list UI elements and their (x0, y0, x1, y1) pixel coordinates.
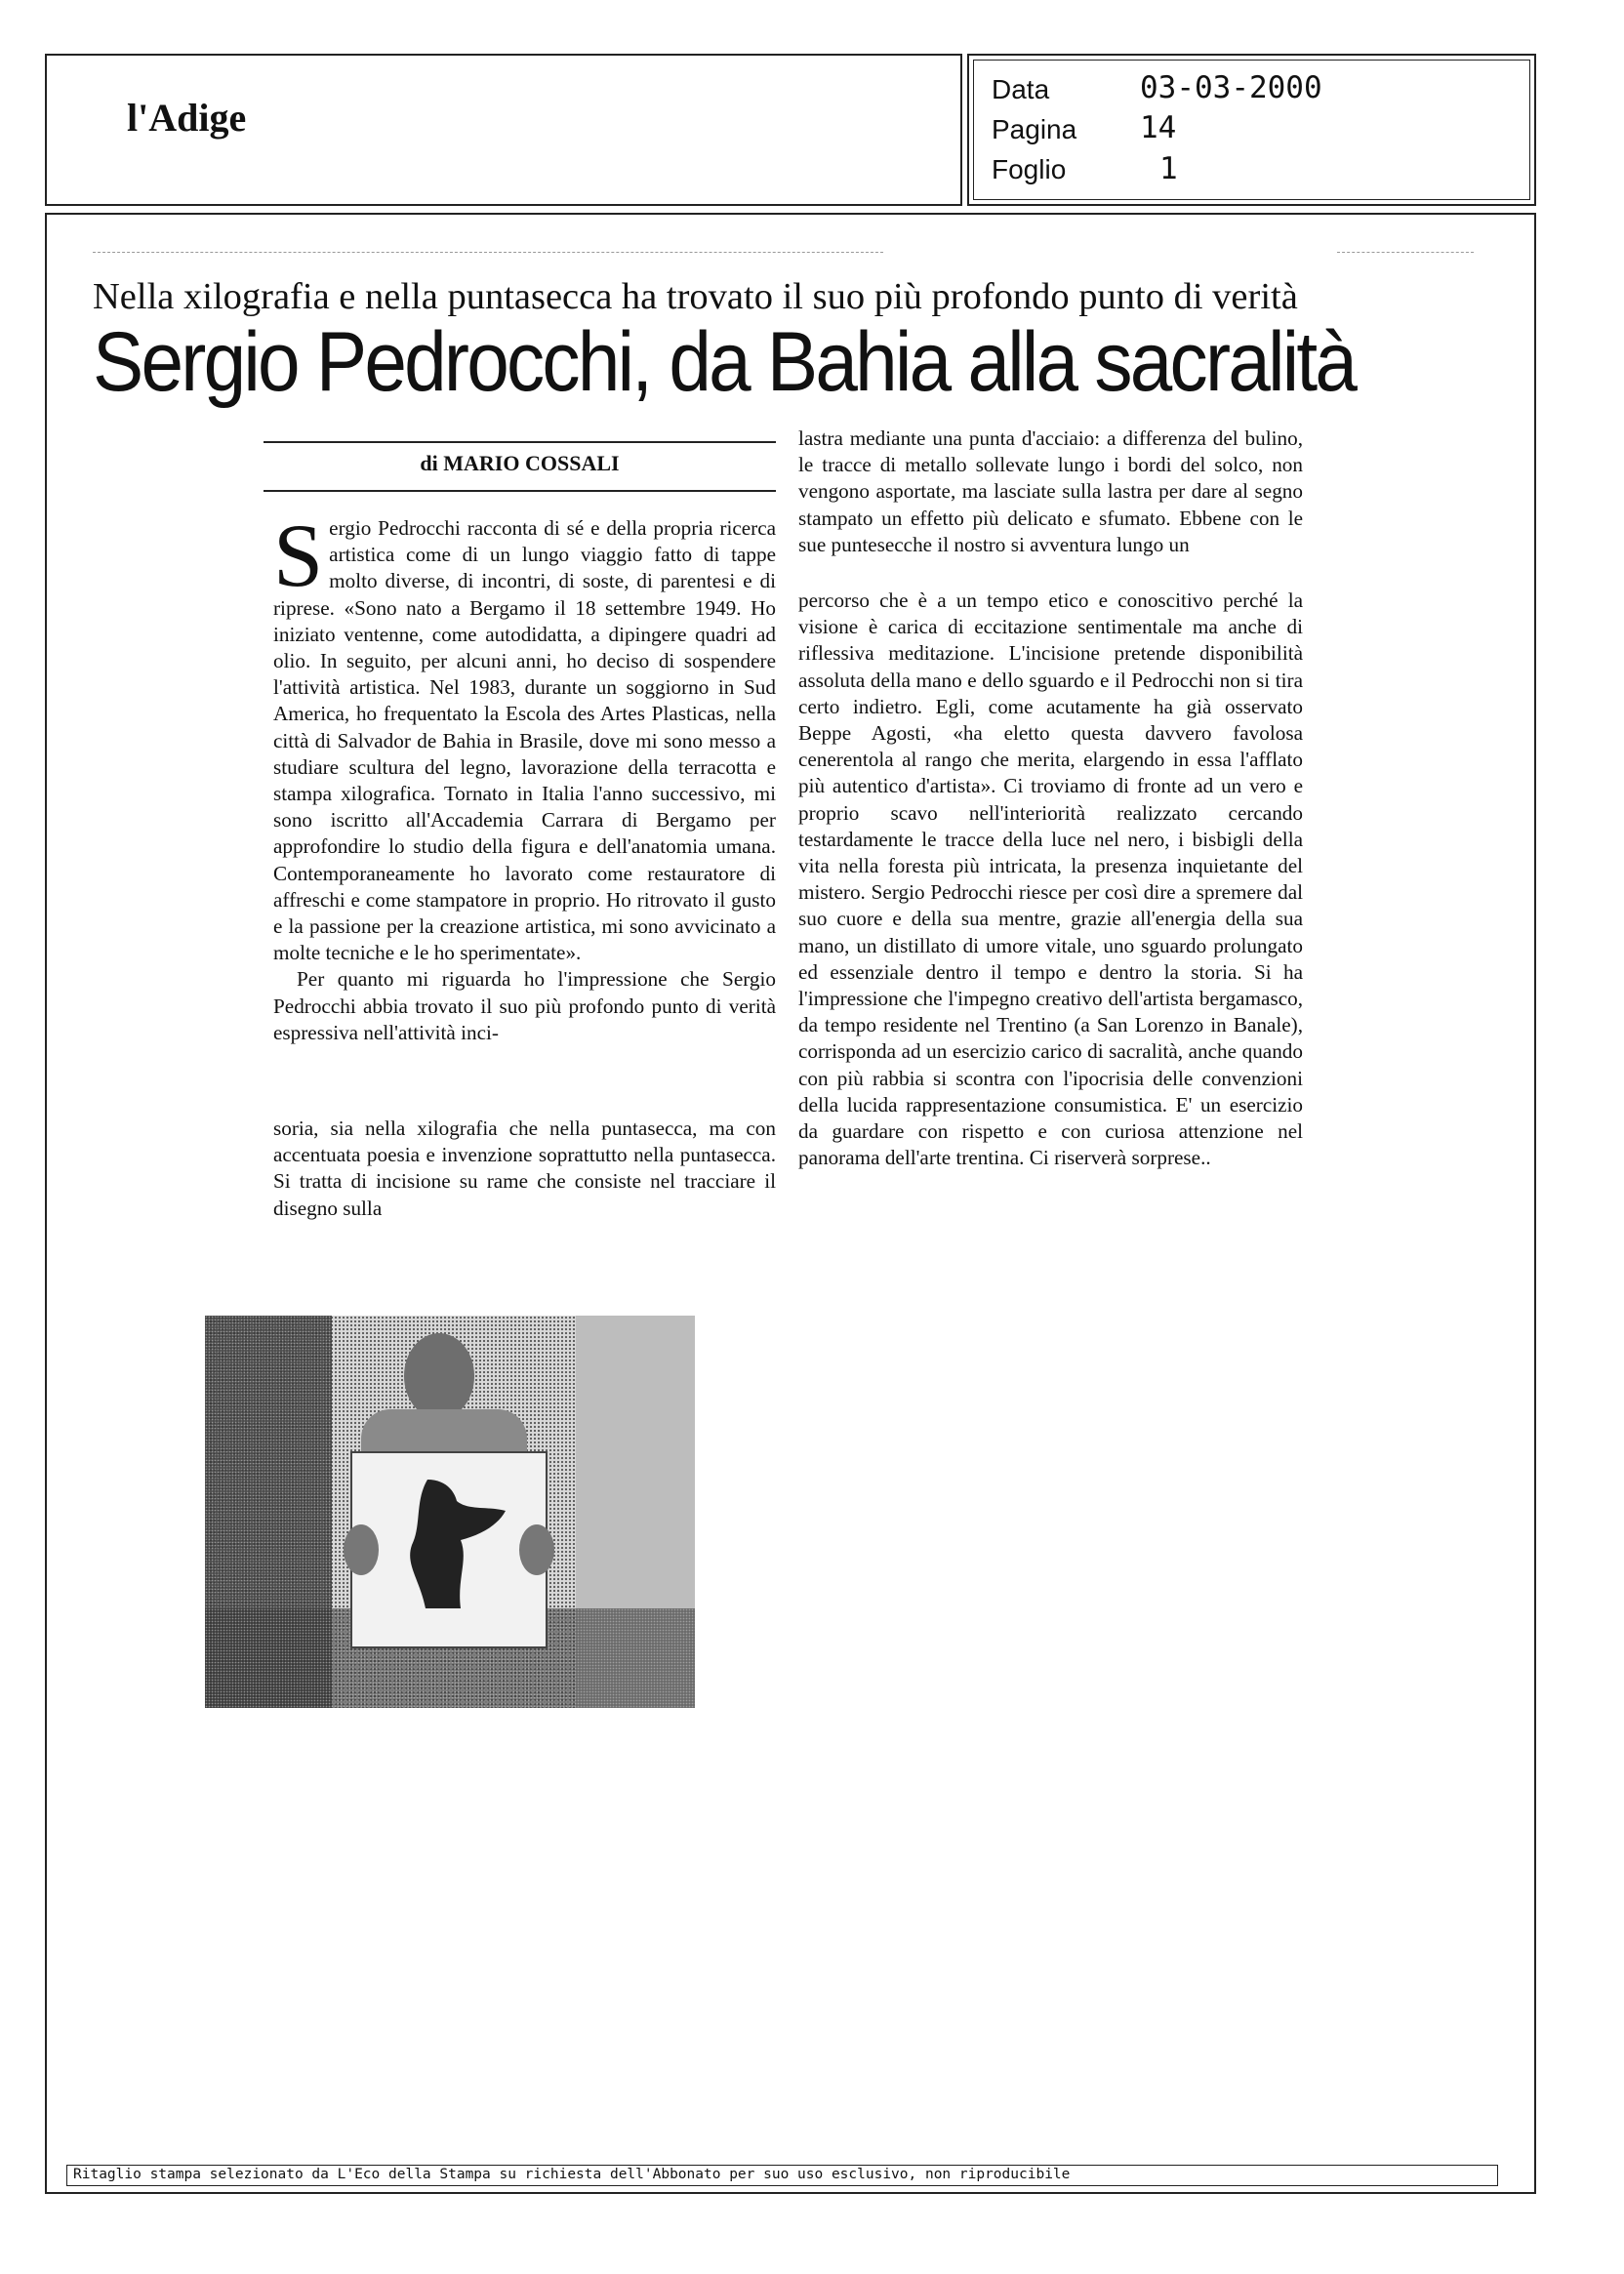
article-column-1 (273, 506, 776, 1046)
top-dashed-rule-right (1337, 252, 1474, 254)
paragraph-2: Per quanto mi riguarda ho l'impressione che Sergio Pedrocchi abbia trovato il suo più profondo punto di verità espressiva nell'attività inci- (273, 967, 776, 1044)
foglio-label: Foglio (992, 154, 1067, 184)
byline-rule-bottom (264, 490, 776, 492)
header-meta-box (967, 54, 1536, 206)
article-photo (205, 1316, 695, 1708)
data-label: Data (992, 74, 1050, 104)
foglio-value: 1 (1159, 151, 1178, 186)
dropcap: S (273, 506, 324, 605)
pagina-value: 14 (1140, 110, 1177, 145)
article-headline: Sergio Pedrocchi, da Bahia alla sacralità (93, 315, 1356, 409)
header-publication-box (45, 54, 962, 206)
byline-rule-top (264, 441, 776, 443)
pagina-label: Pagina (992, 114, 1077, 144)
article-column-1-continued (273, 1116, 776, 1222)
top-dashed-rule (93, 252, 883, 254)
data-value: 03-03-2000 (1140, 70, 1322, 105)
press-clipping-footer: Ritaglio stampa selezionato da L'Eco della Stampa su richiesta dell'Abbonato per suo uso esclusivo, non riproducibile (66, 2165, 1498, 2186)
article-column-2-continued (798, 588, 1303, 1171)
header-meta-inner (973, 60, 1530, 200)
paragraph-5: percorso che è a un tempo etico e conoscitivo perché la visione è carica di eccitazione sentimentale ma anche di riflessiva meditazione. L'incisione pretende disponibilità assoluta della mano e dello sguardo e il Pedrocchi non si tira certo indietro. Egli, come acutamente ha già osservato Beppe Agosti, «ha eletto questa davvero favolosa cenerentola al rango che merita, elargendo in essa l'afflato più autentico d'artista». Ci troviamo di fronte ad un vero e proprio scavo nell'interiorità realizzato cercando testardamente le tracce della luce nel nero, i bisbigli della vita nella foresta più intricata, la presenza inquietante del mistero. Sergio Pedrocchi riesce per così dire a spremere dal suo cuore e della sua mentre, grazie all'energia della sua mano, un distillato di umore vitale, uno sguardo prolungato ed essenziale dentro il tempo e dentro la storia. Si ha l'impressione che l'impegno creativo dell'artista bergamasco, da tempo residente nel Trentino (a San Lorenzo in Banale), corrisponda ad un esercizio carico di sacralità, anche quando con più rabbia si scontra con l'ipocrisia delle convenzioni della lucida rappresentazione consumistica. E' un esercizio da guardare con rispetto e con curiosa attenzione nel panorama dell'arte trentina. Ci riserverà sorprese.. (798, 589, 1303, 1170)
paragraph-3: soria, sia nella xilografia che nella puntasecca, ma con accentuata poesia e invenzione soprattutto nella puntasecca. Si tratta di incisione su rame che consiste nel tracciare il disegno sulla (273, 1117, 776, 1220)
article-column-2 (798, 426, 1303, 558)
photo-artist-with-print (205, 1316, 695, 1708)
article-frame (45, 213, 1536, 2194)
publication-name: l'Adige (127, 96, 247, 140)
paragraph-4: lastra mediante una punta d'acciaio: a differenza del bulino, le tracce di metallo sollevate lungo i bordi del solco, non vengono asportate, ma lasciate sulla lastra per dare al segno stampato un effetto più delicato e sfumato. Ebbene con le sue puntesecche il nostro si avventura lungo un (798, 426, 1303, 556)
article-byline: di MARIO COSSALI (420, 451, 620, 475)
article-kicker: Nella xilografia e nella puntasecca ha trovato il suo più profondo punto di verità (93, 276, 1298, 317)
paragraph-1: ergio Pedrocchi racconta di sé e della propria ricerca artistica come di un lungo viaggio fatto di tappe molto diverse, di incontri, di soste, di parentesi e di riprese. «Sono nato a Bergamo il 18 settembre 1949. Ho iniziato ventenne, come autodidatta, a dipingere quadri ad olio. In seguito, per alcuni anni, ho deciso di sospendere l'attività artistica. Nel 1983, durante un soggiorno in Sud America, ho frequentato la Escola des Artes Plasticas, nella città di Salvador de Bahia in Brasile, dove mi sono messo a studiare scultura del legno, lavorazione della terracotta e stampa xilografica. Tornato in Italia l'anno successivo, mi sono iscritto all'Accademia Carrara di Bergamo per approfondire lo studio della figura e dell'anatomia umana. Contemporaneamente ho lavorato come restauratore di affreschi e come stampatore in proprio. Ho ritrovato il gusto e la passione per la creazione artistica, mi sono avvicinato a molte tecniche e le ho sperimentate». (273, 516, 776, 965)
